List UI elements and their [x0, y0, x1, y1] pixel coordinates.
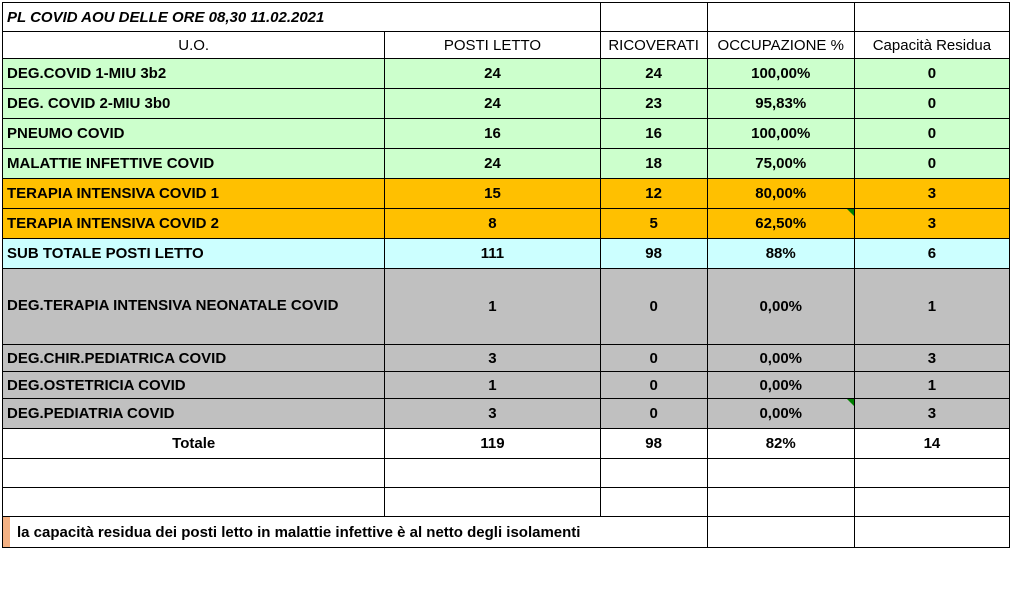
table-row: [3, 59, 1010, 89]
table-row: [3, 345, 1010, 372]
footnote: [3, 517, 708, 548]
empty-cell: [3, 459, 385, 488]
capacita-residua-value: 3: [854, 399, 1009, 429]
title-row: [3, 3, 1010, 32]
capacita-residua-value: 0: [854, 119, 1009, 149]
capacita-residua-value: 0: [854, 149, 1009, 179]
occupazione-value: 100,00%: [707, 59, 854, 89]
capacita-residua-value: 1: [854, 269, 1009, 345]
empty-cell: [854, 517, 1009, 548]
ricoverati-value: 0: [600, 372, 707, 399]
total-capacita-residua: 14: [854, 429, 1009, 459]
unit-name: PNEUMO COVID: [3, 119, 385, 149]
footnote-text: la capacità residua dei posti letto in malattie infettive è al netto degli isolamenti: [17, 523, 581, 541]
unit-name: DEG.TERAPIA INTENSIVA NEONATALE COVID: [3, 269, 385, 345]
ricoverati-value: 23: [600, 89, 707, 119]
column-header-posti-letto: POSTI LETTO: [385, 32, 600, 59]
title-blank-2: [707, 3, 854, 32]
posti-letto-value: 15: [385, 179, 600, 209]
capacita-residua-value: 3: [854, 179, 1009, 209]
unit-name: TERAPIA INTENSIVA COVID 2: [3, 209, 385, 239]
occupazione-value: 75,00%: [707, 149, 854, 179]
capacita-residua-value: 0: [854, 59, 1009, 89]
unit-name: MALATTIE INFETTIVE COVID: [3, 149, 385, 179]
subtotal-occupazione: 88%: [707, 239, 854, 269]
ricoverati-value: 5: [600, 209, 707, 239]
occupazione-value: 0,00%: [707, 345, 854, 372]
table-row: [3, 89, 1010, 119]
subtotal-posti-letto: 111: [385, 239, 600, 269]
total-posti-letto: 119: [385, 429, 600, 459]
posti-letto-value: 16: [385, 119, 600, 149]
subtotal-label: SUB TOTALE POSTI LETTO: [3, 239, 385, 269]
posti-letto-value: 24: [385, 59, 600, 89]
posti-letto-value: 8: [385, 209, 600, 239]
column-header-occupazione: OCCUPAZIONE %: [707, 32, 854, 59]
unit-name: DEG. COVID 2-MIU 3b0: [3, 89, 385, 119]
ricoverati-value: 24: [600, 59, 707, 89]
total-ricoverati: 98: [600, 429, 707, 459]
empty-cell: [600, 488, 707, 517]
table-row: [3, 372, 1010, 399]
title-blank-1: [600, 3, 707, 32]
header-row: [3, 32, 1010, 59]
covid-beds-table: [2, 2, 1010, 548]
capacita-residua-value: 3: [854, 345, 1009, 372]
ricoverati-value: 0: [600, 399, 707, 429]
empty-cell: [3, 488, 385, 517]
ricoverati-value: 0: [600, 345, 707, 372]
table-row: [3, 399, 1010, 429]
spreadsheet-sheet: [0, 2, 1012, 591]
ricoverati-value: 16: [600, 119, 707, 149]
table-row: [3, 149, 1010, 179]
total-row: [3, 429, 1010, 459]
subtotal-capacita-residua: 6: [854, 239, 1009, 269]
capacita-residua-value: 1: [854, 372, 1009, 399]
empty-cell: [707, 459, 854, 488]
occupazione-value: 100,00%: [707, 119, 854, 149]
title-blank-3: [854, 3, 1009, 32]
total-occupazione: 82%: [707, 429, 854, 459]
occupazione-value: 0,00%: [707, 399, 854, 429]
table-row: [3, 209, 1010, 239]
empty-cell: [854, 488, 1009, 517]
table-row: [3, 179, 1010, 209]
occupazione-value: 80,00%: [707, 179, 854, 209]
unit-name: DEG.PEDIATRIA COVID: [3, 399, 385, 429]
ricoverati-value: 12: [600, 179, 707, 209]
posti-letto-value: 24: [385, 149, 600, 179]
empty-cell: [385, 488, 600, 517]
total-label: Totale: [3, 429, 385, 459]
ricoverati-value: 0: [600, 269, 707, 345]
unit-name: DEG.CHIR.PEDIATRICA COVID: [3, 345, 385, 372]
occupazione-value: 0,00%: [707, 269, 854, 345]
unit-name: DEG.COVID 1-MIU 3b2: [3, 59, 385, 89]
unit-name: DEG.OSTETRICIA COVID: [3, 372, 385, 399]
empty-row: [3, 459, 1010, 488]
empty-cell: [707, 517, 854, 548]
column-header-uo: U.O.: [3, 32, 385, 59]
posti-letto-value: 1: [385, 269, 600, 345]
ricoverati-value: 18: [600, 149, 707, 179]
table-row: [3, 119, 1010, 149]
subtotal-row: [3, 239, 1010, 269]
empty-cell: [854, 459, 1009, 488]
posti-letto-value: 3: [385, 399, 600, 429]
note-marker-icon: [3, 517, 10, 547]
page-title: PL COVID AOU DELLE ORE 08,30 11.02.2021: [3, 3, 601, 32]
empty-cell: [600, 459, 707, 488]
posti-letto-value: 1: [385, 372, 600, 399]
unit-name: TERAPIA INTENSIVA COVID 1: [3, 179, 385, 209]
empty-cell: [385, 459, 600, 488]
occupazione-value: 95,83%: [707, 89, 854, 119]
occupazione-value: 0,00%: [707, 372, 854, 399]
capacita-residua-value: 0: [854, 89, 1009, 119]
subtotal-ricoverati: 98: [600, 239, 707, 269]
posti-letto-value: 24: [385, 89, 600, 119]
column-header-capacita-residua: Capacità Residua: [854, 32, 1009, 59]
empty-row: [3, 488, 1010, 517]
footnote-row: [3, 517, 1010, 548]
table-row: [3, 269, 1010, 345]
column-header-ricoverati: RICOVERATI: [600, 32, 707, 59]
empty-cell: [707, 488, 854, 517]
capacita-residua-value: 3: [854, 209, 1009, 239]
posti-letto-value: 3: [385, 345, 600, 372]
occupazione-value: 62,50%: [707, 209, 854, 239]
